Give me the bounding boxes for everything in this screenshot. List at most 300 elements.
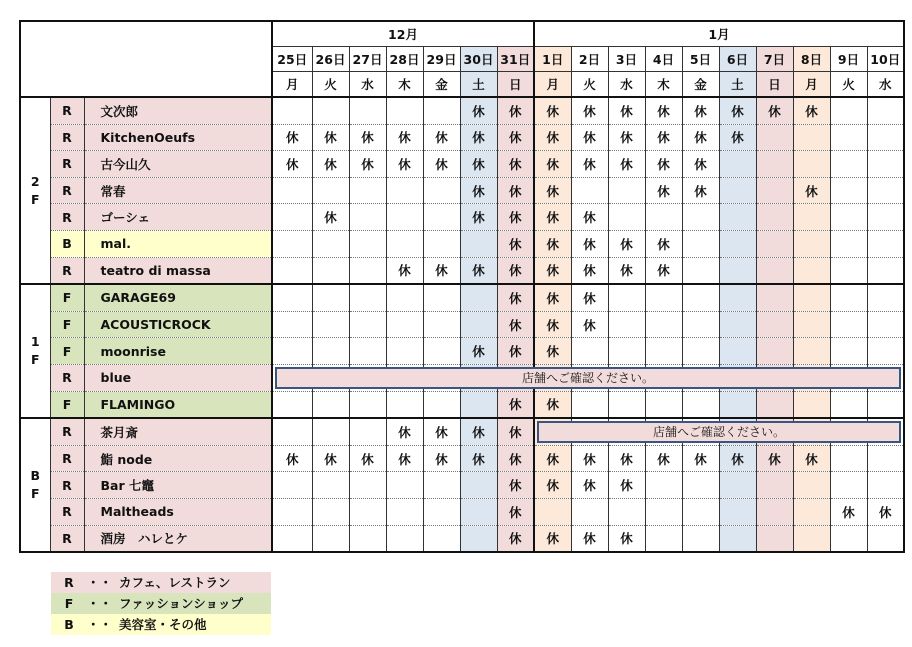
store-name: 茶月斎 [84, 418, 272, 445]
closed-mark: 休 [497, 97, 534, 124]
day-cell [682, 311, 719, 338]
day-header: 4日 [645, 47, 682, 72]
store-name: 鮨 node [84, 445, 272, 472]
day-cell [349, 391, 386, 418]
closed-mark: 休 [571, 445, 608, 472]
day-cell [272, 257, 312, 284]
closed-mark: 休 [608, 97, 645, 124]
day-cell [460, 284, 497, 311]
category-code: R [50, 364, 84, 391]
day-header: 28日 [386, 47, 423, 72]
day-cell [756, 391, 793, 418]
closed-mark: 休 [497, 498, 534, 525]
legend-dots: ・・ [87, 617, 113, 632]
closed-mark: 休 [312, 445, 349, 472]
store-name: FLAMINGO [84, 391, 272, 418]
closed-mark: 休 [386, 257, 423, 284]
day-cell [830, 472, 867, 499]
closed-mark: 休 [645, 257, 682, 284]
day-cell [386, 284, 423, 311]
day-cell [386, 204, 423, 231]
closed-mark: 休 [423, 418, 460, 445]
day-cell [423, 525, 460, 552]
day-cell [423, 311, 460, 338]
day-cell [272, 97, 312, 124]
closed-mark: 休 [571, 230, 608, 257]
day-header: 7日 [756, 47, 793, 72]
closed-mark: 休 [497, 124, 534, 151]
day-cell [867, 311, 904, 338]
day-cell [793, 124, 830, 151]
closed-mark: 休 [719, 97, 756, 124]
store-name: ACOUSTICROCK [84, 311, 272, 338]
day-cell [682, 257, 719, 284]
day-cell [867, 257, 904, 284]
closed-mark: 休 [682, 124, 719, 151]
day-cell [682, 525, 719, 552]
weekday-header: 火 [830, 72, 867, 98]
closed-mark: 休 [719, 124, 756, 151]
store-row [20, 311, 904, 338]
store-row [20, 498, 904, 525]
day-cell [423, 204, 460, 231]
closed-mark: 休 [534, 97, 571, 124]
day-cell [682, 284, 719, 311]
day-cell [719, 338, 756, 365]
day-cell [793, 311, 830, 338]
header-corner [20, 21, 272, 97]
day-cell [272, 284, 312, 311]
closed-mark: 休 [349, 151, 386, 178]
closed-mark: 休 [497, 257, 534, 284]
day-cell [793, 257, 830, 284]
store-row [20, 391, 904, 418]
store-row [20, 472, 904, 499]
day-cell [830, 311, 867, 338]
day-cell [423, 498, 460, 525]
day-cell [312, 525, 349, 552]
day-cell [460, 391, 497, 418]
category-code: R [50, 151, 84, 178]
day-cell [719, 472, 756, 499]
weekday-header: 月 [534, 72, 571, 98]
closed-mark: 休 [608, 445, 645, 472]
day-cell [312, 391, 349, 418]
closed-mark: 休 [608, 230, 645, 257]
weekday-header: 月 [793, 72, 830, 98]
category-code: R [50, 124, 84, 151]
store-row [20, 97, 904, 124]
store-row [20, 525, 904, 552]
weekday-header: 火 [312, 72, 349, 98]
weekday-header: 金 [423, 72, 460, 98]
closed-mark: 休 [608, 257, 645, 284]
day-cell [272, 418, 312, 445]
day-cell [608, 204, 645, 231]
day-cell [571, 391, 608, 418]
weekday-header: 木 [645, 72, 682, 98]
day-cell [756, 230, 793, 257]
closed-mark: 休 [571, 472, 608, 499]
closed-mark: 休 [534, 177, 571, 204]
day-cell [386, 525, 423, 552]
store-name: 常春 [84, 177, 272, 204]
floor-label: 2 F [20, 97, 50, 284]
closed-mark: 休 [497, 151, 534, 178]
store-row [20, 284, 904, 311]
closed-mark: 休 [645, 151, 682, 178]
closed-mark: 休 [793, 445, 830, 472]
day-cell [830, 338, 867, 365]
legend-item [51, 593, 271, 614]
category-code: R [50, 177, 84, 204]
weekday-header: 土 [460, 72, 497, 98]
closed-mark: 休 [756, 97, 793, 124]
closed-mark: 休 [460, 338, 497, 365]
day-cell [867, 97, 904, 124]
store-name: 酒房 ハレとケ [84, 525, 272, 552]
day-cell [830, 445, 867, 472]
closed-mark: 休 [534, 124, 571, 151]
closed-mark: 休 [349, 445, 386, 472]
store-name: Maltheads [84, 498, 272, 525]
day-header: 10日 [867, 47, 904, 72]
day-cell [460, 311, 497, 338]
day-cell [756, 257, 793, 284]
store-name: KitchenOeufs [84, 124, 272, 151]
day-cell [756, 151, 793, 178]
day-cell [608, 498, 645, 525]
day-cell [867, 338, 904, 365]
weekday-header: 土 [719, 72, 756, 98]
day-cell [719, 311, 756, 338]
store-row [20, 445, 904, 472]
day-cell [312, 230, 349, 257]
day-cell [608, 311, 645, 338]
legend-code: B [64, 617, 74, 632]
day-cell [830, 525, 867, 552]
closed-mark: 休 [312, 151, 349, 178]
day-cell [272, 498, 312, 525]
day-cell [756, 498, 793, 525]
closed-mark: 休 [571, 151, 608, 178]
closed-mark: 休 [534, 391, 571, 418]
closed-mark: 休 [608, 124, 645, 151]
day-cell [312, 498, 349, 525]
closed-mark: 休 [534, 525, 571, 552]
day-header: 25日 [272, 47, 312, 72]
store-name: ゴーシェ [84, 204, 272, 231]
day-cell [719, 284, 756, 311]
closed-mark: 休 [793, 97, 830, 124]
day-cell [867, 472, 904, 499]
weekday-header: 日 [756, 72, 793, 98]
closed-mark: 休 [534, 257, 571, 284]
legend-code: R [64, 575, 74, 590]
closed-mark: 休 [793, 177, 830, 204]
day-header: 30日 [460, 47, 497, 72]
day-cell [645, 204, 682, 231]
day-header: 3日 [608, 47, 645, 72]
day-cell [272, 472, 312, 499]
day-cell [830, 124, 867, 151]
closed-mark: 休 [497, 445, 534, 472]
month-header: 1月 [534, 21, 904, 47]
day-cell [793, 151, 830, 178]
day-cell [272, 391, 312, 418]
floor-label: B F [20, 418, 50, 552]
closed-mark: 休 [423, 124, 460, 151]
day-cell [645, 391, 682, 418]
closed-mark: 休 [386, 151, 423, 178]
day-cell [312, 472, 349, 499]
closed-mark: 休 [534, 151, 571, 178]
day-cell [423, 391, 460, 418]
day-cell [312, 311, 349, 338]
day-cell [349, 525, 386, 552]
day-cell [867, 204, 904, 231]
closed-mark: 休 [571, 124, 608, 151]
closed-mark: 休 [571, 97, 608, 124]
day-cell [349, 284, 386, 311]
closed-mark: 休 [272, 124, 312, 151]
day-cell [349, 418, 386, 445]
closed-mark: 休 [534, 445, 571, 472]
legend-dots: ・・ [87, 596, 113, 611]
category-code: R [50, 525, 84, 552]
category-code: R [50, 257, 84, 284]
day-cell [349, 311, 386, 338]
day-cell [460, 525, 497, 552]
category-code: F [50, 311, 84, 338]
weekday-header: 金 [682, 72, 719, 98]
day-cell [349, 498, 386, 525]
day-cell [756, 284, 793, 311]
closed-mark: 休 [534, 230, 571, 257]
day-cell [645, 338, 682, 365]
category-code: F [50, 338, 84, 365]
day-cell [608, 284, 645, 311]
closed-mark: 休 [497, 204, 534, 231]
closed-mark: 休 [460, 257, 497, 284]
weekday-header: 水 [608, 72, 645, 98]
day-cell [867, 391, 904, 418]
day-cell [312, 418, 349, 445]
confirm-with-store-banner: 店舗へご確認ください。 [275, 367, 901, 389]
day-cell [460, 230, 497, 257]
category-code: R [50, 204, 84, 231]
day-cell [272, 311, 312, 338]
closed-mark: 休 [497, 391, 534, 418]
day-cell [793, 284, 830, 311]
closed-mark: 休 [682, 151, 719, 178]
closed-mark: 休 [423, 151, 460, 178]
day-cell [349, 338, 386, 365]
floor-label: 1 F [20, 284, 50, 418]
day-cell [608, 177, 645, 204]
store-row [20, 204, 904, 231]
store-name: 古今山久 [84, 151, 272, 178]
category-code: R [50, 418, 84, 445]
closed-mark: 休 [571, 525, 608, 552]
day-cell [645, 311, 682, 338]
day-cell [423, 338, 460, 365]
closed-mark: 休 [386, 445, 423, 472]
day-cell [756, 338, 793, 365]
closed-mark: 休 [571, 204, 608, 231]
day-cell [312, 257, 349, 284]
closed-mark: 休 [534, 338, 571, 365]
day-cell [682, 391, 719, 418]
closed-mark: 休 [571, 311, 608, 338]
day-cell [793, 472, 830, 499]
closed-mark: 休 [608, 151, 645, 178]
category-code: R [50, 472, 84, 499]
day-cell [312, 177, 349, 204]
day-cell [756, 525, 793, 552]
day-cell [423, 97, 460, 124]
day-cell [682, 498, 719, 525]
day-cell [830, 97, 867, 124]
closed-mark: 休 [534, 311, 571, 338]
day-cell [793, 391, 830, 418]
legend-dots: ・・ [87, 575, 113, 590]
category-code: F [50, 284, 84, 311]
closed-mark: 休 [645, 177, 682, 204]
day-cell [793, 230, 830, 257]
store-name: Bar 七竈 [84, 472, 272, 499]
closed-mark: 休 [272, 445, 312, 472]
store-row [20, 151, 904, 178]
holiday-schedule-table [19, 20, 905, 553]
confirm-with-store-banner: 店舗へご確認ください。 [537, 421, 901, 443]
day-cell [830, 151, 867, 178]
legend-description: カフェ、レストラン [119, 575, 231, 590]
day-cell [867, 151, 904, 178]
day-cell [756, 177, 793, 204]
day-cell [867, 177, 904, 204]
day-cell [349, 230, 386, 257]
store-row [20, 230, 904, 257]
day-cell [423, 472, 460, 499]
store-row [20, 257, 904, 284]
weekday-header: 水 [349, 72, 386, 98]
store-name: moonrise [84, 338, 272, 365]
store-row [20, 124, 904, 151]
day-cell [272, 230, 312, 257]
closed-mark: 休 [682, 445, 719, 472]
day-cell [719, 177, 756, 204]
legend-code: F [64, 596, 74, 611]
day-cell [756, 472, 793, 499]
closed-mark: 休 [460, 177, 497, 204]
day-cell [830, 391, 867, 418]
weekday-header: 水 [867, 72, 904, 98]
legend-description: 美容室・その他 [119, 617, 207, 632]
day-cell [756, 311, 793, 338]
closed-mark: 休 [272, 151, 312, 178]
store-name: mal. [84, 230, 272, 257]
closed-mark: 休 [867, 498, 904, 525]
closed-mark: 休 [682, 97, 719, 124]
closed-mark: 休 [460, 418, 497, 445]
store-row [20, 177, 904, 204]
day-cell [272, 204, 312, 231]
closed-mark: 休 [423, 257, 460, 284]
closed-mark: 休 [645, 124, 682, 151]
day-cell [682, 230, 719, 257]
day-cell [460, 472, 497, 499]
day-cell [423, 230, 460, 257]
day-cell [423, 284, 460, 311]
closed-mark: 休 [497, 338, 534, 365]
day-cell [756, 204, 793, 231]
day-cell [793, 498, 830, 525]
day-cell [645, 525, 682, 552]
day-header: 5日 [682, 47, 719, 72]
weekday-header: 日 [497, 72, 534, 98]
store-name: blue [84, 364, 272, 391]
closed-mark: 休 [423, 445, 460, 472]
day-cell [272, 338, 312, 365]
day-cell [867, 525, 904, 552]
day-cell [386, 177, 423, 204]
day-cell [682, 338, 719, 365]
day-cell [719, 391, 756, 418]
day-cell [830, 204, 867, 231]
closed-mark: 休 [645, 97, 682, 124]
closed-mark: 休 [756, 445, 793, 472]
day-cell [719, 151, 756, 178]
day-cell [867, 445, 904, 472]
day-cell [756, 124, 793, 151]
closed-mark: 休 [645, 230, 682, 257]
day-cell [571, 498, 608, 525]
day-cell [867, 230, 904, 257]
day-cell [682, 472, 719, 499]
day-cell [571, 338, 608, 365]
day-cell [645, 284, 682, 311]
day-cell [793, 525, 830, 552]
day-cell [719, 257, 756, 284]
weekday-header: 木 [386, 72, 423, 98]
closed-mark: 休 [645, 445, 682, 472]
day-cell [312, 284, 349, 311]
day-cell [386, 391, 423, 418]
day-cell [386, 97, 423, 124]
day-cell [571, 177, 608, 204]
day-header: 27日 [349, 47, 386, 72]
day-cell [830, 230, 867, 257]
day-cell [830, 284, 867, 311]
day-cell [719, 204, 756, 231]
day-cell [349, 472, 386, 499]
day-cell [386, 498, 423, 525]
day-cell [386, 230, 423, 257]
day-cell [386, 311, 423, 338]
closed-mark: 休 [571, 257, 608, 284]
store-name: teatro di massa [84, 257, 272, 284]
day-header: 9日 [830, 47, 867, 72]
closed-mark: 休 [830, 498, 867, 525]
closed-mark: 休 [534, 204, 571, 231]
day-cell [793, 338, 830, 365]
category-code: F [50, 391, 84, 418]
legend-item [51, 572, 271, 593]
legend-item [51, 614, 271, 635]
closed-mark: 休 [682, 177, 719, 204]
day-cell [793, 204, 830, 231]
